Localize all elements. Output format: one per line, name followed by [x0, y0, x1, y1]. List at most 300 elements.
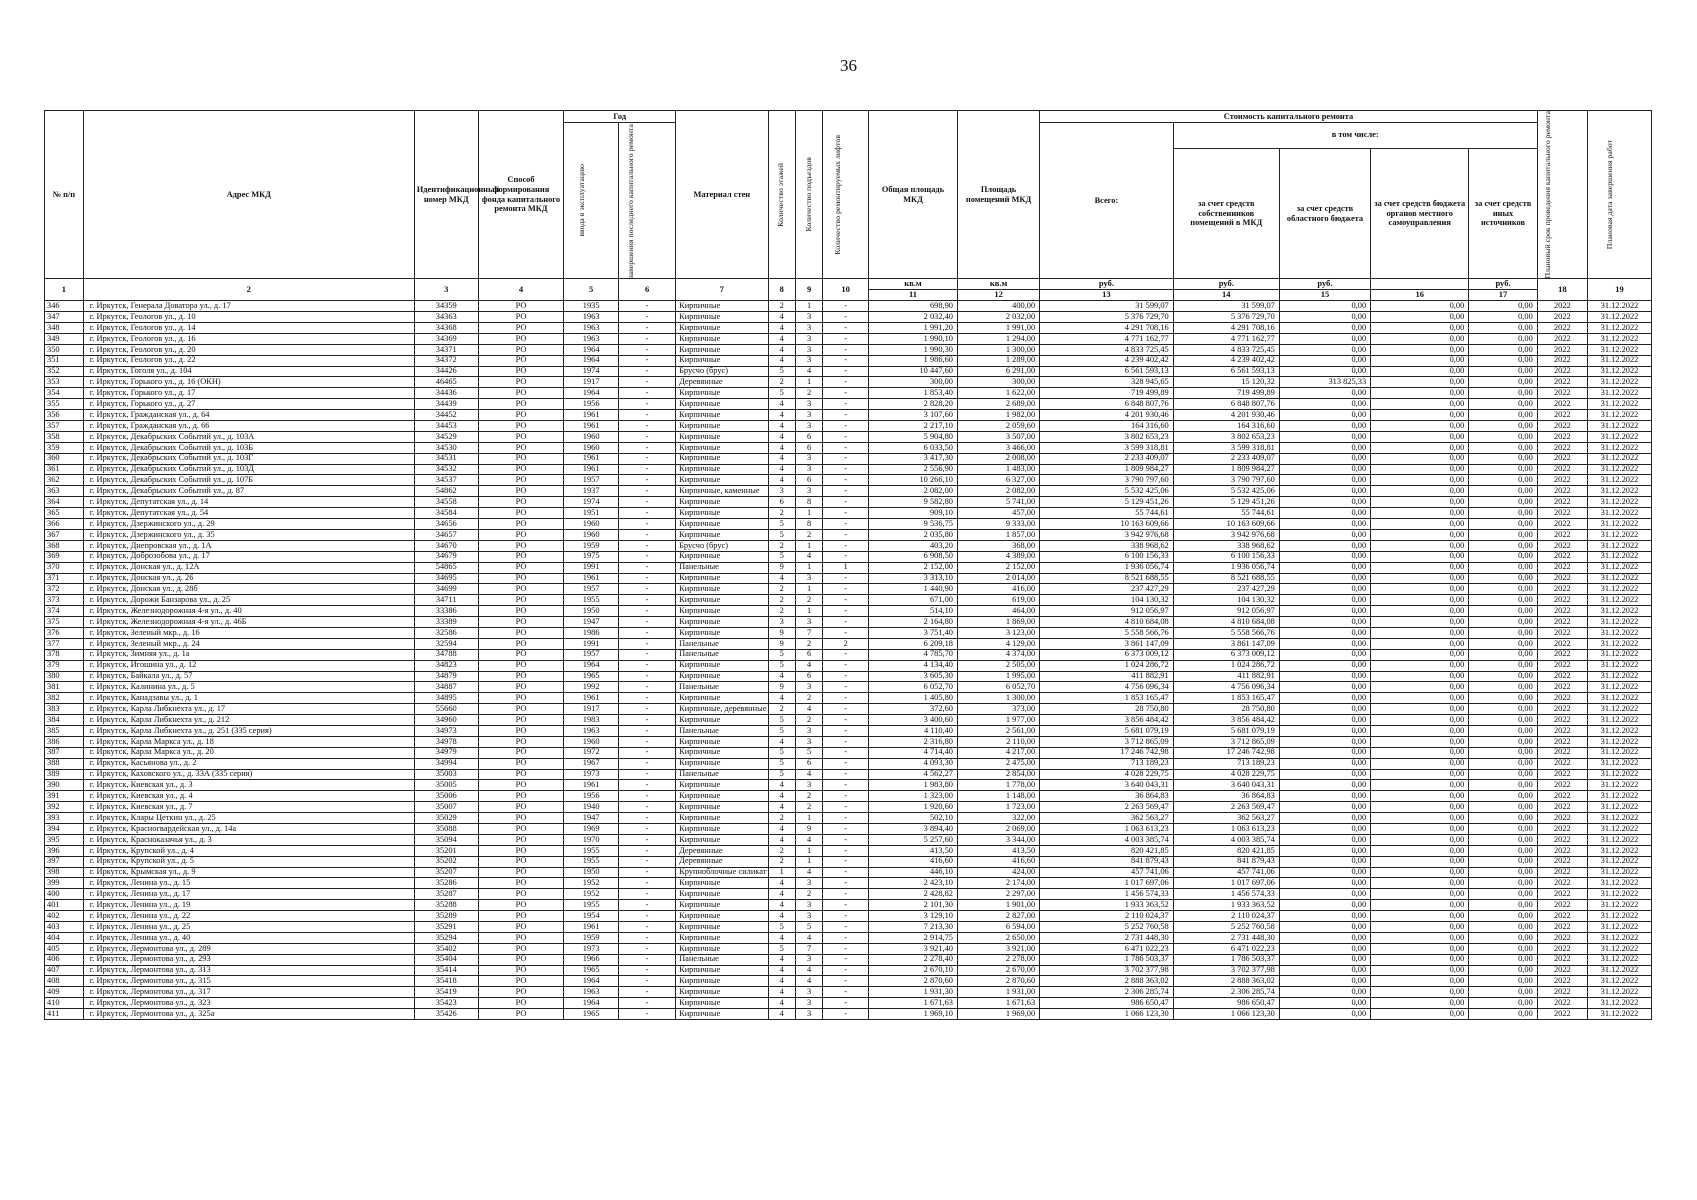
table-cell: Кирпичные	[676, 388, 768, 399]
table-cell: Панельные	[676, 649, 768, 660]
table-cell: Кирпичные	[676, 965, 768, 976]
table-cell: 357	[45, 421, 84, 432]
table-cell: 0,00	[1279, 333, 1370, 344]
table-cell: 0,00	[1279, 802, 1370, 813]
header-lifts: Количество ремонтируемых лифтов	[823, 111, 869, 279]
table-cell: 34369	[414, 333, 478, 344]
table-cell: -	[823, 649, 869, 660]
table-cell: 0,00	[1371, 943, 1469, 954]
table-cell: г. Иркутск, Игошина ул., д. 12	[83, 660, 414, 671]
table-cell: РО	[478, 976, 564, 987]
colnum-10: 10	[823, 279, 869, 301]
table-cell: Кирпичные	[676, 573, 768, 584]
table-cell: г. Иркутск, Декабрьских Событий ул., д. 87	[83, 486, 414, 497]
table-cell: 4	[768, 911, 795, 922]
table-cell: 399	[45, 878, 84, 889]
table-cell: 35201	[414, 845, 478, 856]
table-cell: -	[823, 671, 869, 682]
table-cell: 1986	[564, 627, 619, 638]
table-cell: 0,00	[1279, 660, 1370, 671]
table-cell: Крупноблочные силикат	[676, 867, 768, 878]
table-cell: 0,00	[1469, 889, 1538, 900]
table-cell: 1969	[564, 823, 619, 834]
table-cell: 34711	[414, 595, 478, 606]
table-cell: 0,00	[1279, 344, 1370, 355]
table-cell: 3	[795, 911, 822, 922]
table-cell: 55 744,61	[1173, 508, 1279, 519]
table-cell: 3 856 484,42	[1173, 715, 1279, 726]
table-cell: 31.12.2022	[1587, 410, 1651, 421]
table-cell: 31.12.2022	[1587, 508, 1651, 519]
header-cost: Стоимость капитального ремонта	[1040, 111, 1538, 123]
table-cell: г. Иркутск, Донская ул., д. 26	[83, 573, 414, 584]
table-cell: 0,00	[1279, 704, 1370, 715]
table-cell: г. Иркутск, Красноказачья ул., д. 3	[83, 834, 414, 845]
table-cell: 3 702 377,98	[1040, 965, 1174, 976]
table-row	[45, 922, 1652, 933]
table-cell: 0,00	[1279, 747, 1370, 758]
table-cell: г. Иркутск, Декабрьских Событий ул., д. 103Б	[83, 442, 414, 453]
table-cell: 31.12.2022	[1587, 911, 1651, 922]
table-cell: 35007	[414, 802, 478, 813]
table-cell: 31.12.2022	[1587, 475, 1651, 486]
table-cell: 0,00	[1279, 573, 1370, 584]
table-cell: 34453	[414, 421, 478, 432]
table-cell: 5 376 729,70	[1173, 312, 1279, 323]
table-cell: 1963	[564, 725, 619, 736]
table-cell: Кирпичные	[676, 627, 768, 638]
table-cell: 9 582,80	[868, 497, 957, 508]
table-row	[45, 987, 1652, 998]
table-cell: 9	[795, 823, 822, 834]
table-cell: 3 313,10	[868, 573, 957, 584]
table-cell: РО	[478, 932, 564, 943]
table-cell: 1937	[564, 486, 619, 497]
table-cell: 4	[768, 987, 795, 998]
table-cell: 362	[45, 475, 84, 486]
table-cell: 820 421,85	[1040, 845, 1174, 856]
table-cell: -	[619, 715, 676, 726]
table-cell: 31.12.2022	[1587, 900, 1651, 911]
table-cell: г. Иркутск, Карла Маркса ул., д. 18	[83, 736, 414, 747]
table-cell: -	[823, 736, 869, 747]
table-cell: 0,00	[1469, 638, 1538, 649]
table-cell: 35207	[414, 867, 478, 878]
table-cell: 379	[45, 660, 84, 671]
table-cell: 3	[795, 878, 822, 889]
table-row	[45, 889, 1652, 900]
unit-premises-area: кв.м	[957, 279, 1039, 290]
table-cell: 2022	[1537, 878, 1587, 889]
table-cell: 4 239 402,42	[1173, 355, 1279, 366]
table-cell: г. Иркутск, Карла Либкнехта ул., д. 17	[83, 704, 414, 715]
table-cell: 6 848 807,76	[1173, 399, 1279, 410]
table-cell: Деревянные	[676, 856, 768, 867]
table-cell: 362 563,27	[1173, 813, 1279, 824]
table-cell: 2 164,80	[868, 617, 957, 628]
table-cell: 0,00	[1279, 834, 1370, 845]
table-cell: г. Иркутск, Красногвардейская ул., д. 14а	[83, 823, 414, 834]
table-cell: 2 828,20	[868, 399, 957, 410]
table-cell: 0,00	[1371, 453, 1469, 464]
table-row	[45, 671, 1652, 682]
table-cell: 2 014,00	[957, 573, 1039, 584]
table-cell: 0,00	[1279, 606, 1370, 617]
table-cell: 2022	[1537, 344, 1587, 355]
table-cell: Кирпичные, деревянные	[676, 704, 768, 715]
table-cell: 35287	[414, 889, 478, 900]
table-cell: 4	[768, 1009, 795, 1020]
table-cell: 1 933 363,52	[1040, 900, 1174, 911]
table-cell: 0,00	[1469, 900, 1538, 911]
unit-owners: руб.	[1173, 279, 1279, 290]
table-cell: 402	[45, 911, 84, 922]
table-cell: 0,00	[1469, 355, 1538, 366]
table-row	[45, 802, 1652, 813]
table-cell: РО	[478, 323, 564, 334]
table-cell: Кирпичные	[676, 813, 768, 824]
table-cell: 9	[768, 562, 795, 573]
table-cell: 6 471 022,23	[1173, 943, 1279, 954]
table-cell: 4 374,00	[957, 649, 1039, 660]
table-cell: 2022	[1537, 333, 1587, 344]
table-cell: 31.12.2022	[1587, 758, 1651, 769]
table-cell: 360	[45, 453, 84, 464]
table-row	[45, 867, 1652, 878]
table-cell: 502,10	[868, 813, 957, 824]
table-cell: РО	[478, 540, 564, 551]
table-cell: -	[619, 573, 676, 584]
table-cell: 1974	[564, 497, 619, 508]
table-cell: 2022	[1537, 399, 1587, 410]
table-cell: 0,00	[1371, 932, 1469, 943]
table-cell: 0,00	[1279, 998, 1370, 1009]
table-cell: г. Иркутск, Зимняя ул., д. 1а	[83, 649, 414, 660]
table-cell: 4 291 708,16	[1040, 323, 1174, 334]
table-cell: 2022	[1537, 987, 1587, 998]
table-row	[45, 736, 1652, 747]
table-cell: -	[823, 693, 869, 704]
table-cell: РО	[478, 410, 564, 421]
table-cell: 409	[45, 987, 84, 998]
colnum-7: 7	[676, 279, 768, 301]
table-cell: 3 417,30	[868, 453, 957, 464]
header-year-last-repair: завершения последнего капитального ремонта	[619, 123, 676, 279]
table-cell: 31.12.2022	[1587, 431, 1651, 442]
table-cell: г. Иркутск, Депутатская ул., д. 14	[83, 497, 414, 508]
table-cell: 5 252 760,58	[1040, 922, 1174, 933]
table-cell: -	[619, 399, 676, 410]
table-cell: 2 101,30	[868, 900, 957, 911]
table-row	[45, 584, 1652, 595]
table-cell: 2 556,90	[868, 464, 957, 475]
table-cell: 2022	[1537, 606, 1587, 617]
table-cell: 31.12.2022	[1587, 312, 1651, 323]
table-cell: 841 879,43	[1040, 856, 1174, 867]
table-cell: 4	[768, 791, 795, 802]
header-num: № п/п	[45, 111, 84, 279]
table-cell: 385	[45, 725, 84, 736]
table-cell: 3	[795, 333, 822, 344]
table-cell: 32594	[414, 638, 478, 649]
table-cell: 384	[45, 715, 84, 726]
table-cell: 4 110,40	[868, 725, 957, 736]
table-cell: 31.12.2022	[1587, 551, 1651, 562]
table-cell: -	[619, 867, 676, 878]
table-cell: 2 870,60	[868, 976, 957, 987]
table-cell: 0,00	[1279, 475, 1370, 486]
table-cell: 3	[795, 312, 822, 323]
table-row	[45, 791, 1652, 802]
table-cell: 2022	[1537, 671, 1587, 682]
table-cell: Кирпичные	[676, 802, 768, 813]
table-cell: 1 933 363,52	[1173, 900, 1279, 911]
table-cell: 34452	[414, 410, 478, 421]
table-cell: 383	[45, 704, 84, 715]
table-cell: Кирпичные	[676, 758, 768, 769]
table-cell: 0,00	[1469, 671, 1538, 682]
table-cell: 35289	[414, 911, 478, 922]
table-cell: Панельные	[676, 954, 768, 965]
table-cell: 0,00	[1371, 508, 1469, 519]
table-cell: 6 327,00	[957, 475, 1039, 486]
table-cell: 0,00	[1469, 780, 1538, 791]
table-cell: 0,00	[1371, 399, 1469, 410]
table-cell: 2022	[1537, 791, 1587, 802]
table-cell: 34529	[414, 431, 478, 442]
colnum-8: 8	[768, 279, 795, 301]
table-cell: 4 756 096,34	[1173, 682, 1279, 693]
table-cell: 4 756 096,34	[1040, 682, 1174, 693]
table-cell: 31 599,07	[1040, 301, 1174, 312]
table-cell: 1957	[564, 584, 619, 595]
table-cell: 34823	[414, 660, 478, 671]
table-cell: 1964	[564, 388, 619, 399]
table-cell: 6 848 807,76	[1040, 399, 1174, 410]
table-cell: Кирпичные	[676, 932, 768, 943]
table-cell: 2022	[1537, 388, 1587, 399]
table-cell: 4	[795, 769, 822, 780]
table-cell: 0,00	[1371, 617, 1469, 628]
table-cell: 3 344,00	[957, 834, 1039, 845]
table-cell: Брусчо (брус)	[676, 540, 768, 551]
table-cell: 0,00	[1371, 377, 1469, 388]
table-cell: г. Иркутск, Лермонтова ул., д. 325а	[83, 1009, 414, 1020]
table-cell: 1957	[564, 475, 619, 486]
table-cell: 4	[768, 671, 795, 682]
table-cell: 338 968,62	[1040, 540, 1174, 551]
table-cell: 8 521 688,55	[1173, 573, 1279, 584]
table-cell: 31.12.2022	[1587, 366, 1651, 377]
table-cell: -	[823, 464, 869, 475]
table-cell: -	[823, 813, 869, 824]
table-cell: РО	[478, 715, 564, 726]
colnum-3: 3	[414, 279, 478, 301]
table-cell: 1955	[564, 595, 619, 606]
table-cell: РО	[478, 954, 564, 965]
table-cell: 4	[768, 453, 795, 464]
table-cell: 0,00	[1469, 1009, 1538, 1020]
table-cell: 4	[795, 932, 822, 943]
table-cell: 6 052,70	[868, 682, 957, 693]
colnum-4: 4	[478, 279, 564, 301]
table-cell: 3 856 484,42	[1040, 715, 1174, 726]
table-cell: 2022	[1537, 660, 1587, 671]
table-cell: 7 213,30	[868, 922, 957, 933]
table-cell: 1 300,00	[957, 693, 1039, 704]
table-cell: г. Иркутск, Горького ул., д. 17	[83, 388, 414, 399]
table-cell: Кирпичные	[676, 519, 768, 530]
table-cell: г. Иркутск, Лермонтова ул., д. 315	[83, 976, 414, 987]
table-cell: 404	[45, 932, 84, 943]
table-cell: РО	[478, 682, 564, 693]
table-cell: 33389	[414, 617, 478, 628]
table-cell: 1 982,00	[957, 410, 1039, 421]
table-cell: 4	[768, 421, 795, 432]
table-cell: г. Иркутск, Касьянова ул., д. 2	[83, 758, 414, 769]
table-cell: 2 670,10	[868, 965, 957, 976]
table-cell: 457,00	[957, 508, 1039, 519]
table-cell: 3 599 318,81	[1173, 442, 1279, 453]
header-id: Идентификационный номер МКД	[414, 111, 478, 279]
table-cell: 0,00	[1279, 519, 1370, 530]
table-cell: 0,00	[1279, 388, 1370, 399]
table-cell: г. Иркутск, Лермонтова ул., д. 293	[83, 954, 414, 965]
table-cell: 3 599 318,81	[1040, 442, 1174, 453]
table-cell: 34530	[414, 442, 478, 453]
table-cell: 0,00	[1279, 421, 1370, 432]
table-cell: г. Иркутск, Крупской ул., д. 5	[83, 856, 414, 867]
table-cell: 35202	[414, 856, 478, 867]
table-cell: 0,00	[1279, 943, 1370, 954]
table-cell: 2022	[1537, 301, 1587, 312]
table-cell: 0,00	[1469, 388, 1538, 399]
table-cell: 1972	[564, 747, 619, 758]
table-cell: 0,00	[1279, 399, 1370, 410]
table-cell: 2022	[1537, 355, 1587, 366]
table-cell: 401	[45, 900, 84, 911]
table-cell: 8	[795, 497, 822, 508]
table-cell: 0,00	[1371, 388, 1469, 399]
table-cell: -	[823, 802, 869, 813]
table-cell: 5 741,00	[957, 497, 1039, 508]
table-cell: 1	[795, 377, 822, 388]
table-cell: 406	[45, 954, 84, 965]
table-cell: 6 291,00	[957, 366, 1039, 377]
table-cell: 369	[45, 551, 84, 562]
table-cell: 719 499,89	[1173, 388, 1279, 399]
table-cell: РО	[478, 464, 564, 475]
header-year: Год	[564, 111, 676, 123]
table-cell: 0,00	[1371, 791, 1469, 802]
table-cell: 1970	[564, 834, 619, 845]
table-cell: 367	[45, 529, 84, 540]
table-cell: 2 475,00	[957, 758, 1039, 769]
table-cell: 909,10	[868, 508, 957, 519]
table-cell: 0,00	[1279, 617, 1370, 628]
table-cell: Кирпичные	[676, 889, 768, 900]
table-cell: 1 869,00	[957, 617, 1039, 628]
table-cell: Кирпичные	[676, 823, 768, 834]
table-cell: -	[823, 856, 869, 867]
table-row	[45, 551, 1652, 562]
table-cell: 35414	[414, 965, 478, 976]
table-cell: 2022	[1537, 911, 1587, 922]
table-cell: 0,00	[1469, 431, 1538, 442]
table-cell: Кирпичные	[676, 834, 768, 845]
table-cell: -	[619, 725, 676, 736]
table-cell: 31.12.2022	[1587, 486, 1651, 497]
table-cell: 0,00	[1469, 802, 1538, 813]
table-row	[45, 573, 1652, 584]
table-cell: 3 640 043,31	[1040, 780, 1174, 791]
table-cell: 0,00	[1371, 301, 1469, 312]
table-cell: 1 920,60	[868, 802, 957, 813]
table-cell: 54865	[414, 562, 478, 573]
table-cell: 0,00	[1279, 725, 1370, 736]
table-cell: 0,00	[1469, 987, 1538, 998]
table-cell: Кирпичные, каменные	[676, 486, 768, 497]
table-cell: 31.12.2022	[1587, 464, 1651, 475]
table-cell: 0,00	[1371, 595, 1469, 606]
table-cell: 1 986,60	[868, 355, 957, 366]
table-cell: 3	[795, 323, 822, 334]
table-cell: 0,00	[1469, 475, 1538, 486]
table-cell: 1991	[564, 638, 619, 649]
table-cell: 2022	[1537, 551, 1587, 562]
table-cell: 986 650,47	[1040, 998, 1174, 1009]
table-cell: 1992	[564, 682, 619, 693]
table-cell: Кирпичные	[676, 736, 768, 747]
table-cell: 6	[768, 497, 795, 508]
table-cell: -	[619, 758, 676, 769]
table-cell: 2	[795, 791, 822, 802]
table-cell: -	[823, 519, 869, 530]
table-cell: 2 731 448,30	[1040, 932, 1174, 943]
table-cell: 0,00	[1279, 976, 1370, 987]
table-cell: 4 093,30	[868, 758, 957, 769]
table-cell: 31.12.2022	[1587, 453, 1651, 464]
table-cell: г. Иркутск, Донская ул., д. 12А	[83, 562, 414, 573]
table-cell: Панельные	[676, 725, 768, 736]
table-row	[45, 943, 1652, 954]
table-cell: Кирпичные	[676, 671, 768, 682]
table-cell: 31.12.2022	[1587, 693, 1651, 704]
table-cell: 354	[45, 388, 84, 399]
table-cell: 2 316,80	[868, 736, 957, 747]
table-cell: 411	[45, 1009, 84, 1020]
table-cell: 31.12.2022	[1587, 649, 1651, 660]
table-cell: РО	[478, 551, 564, 562]
table-cell: 5 558 566,76	[1173, 627, 1279, 638]
table-cell: 3	[795, 421, 822, 432]
table-cell: 1975	[564, 551, 619, 562]
table-cell: 0,00	[1371, 802, 1469, 813]
table-cell: 1 901,00	[957, 900, 1039, 911]
table-cell: 1 990,10	[868, 333, 957, 344]
table-cell: 0,00	[1371, 813, 1469, 824]
table-cell: 2022	[1537, 540, 1587, 551]
table-cell: 0,00	[1371, 312, 1469, 323]
table-cell: 0,00	[1279, 627, 1370, 638]
table-cell: 364	[45, 497, 84, 508]
table-cell: 34895	[414, 693, 478, 704]
table-cell: 2022	[1537, 813, 1587, 824]
table-cell: 0,00	[1469, 660, 1538, 671]
table-cell: 0,00	[1371, 344, 1469, 355]
table-cell: 6	[795, 431, 822, 442]
table-cell: г. Иркутск, Зеленый мкр., д. 24	[83, 638, 414, 649]
